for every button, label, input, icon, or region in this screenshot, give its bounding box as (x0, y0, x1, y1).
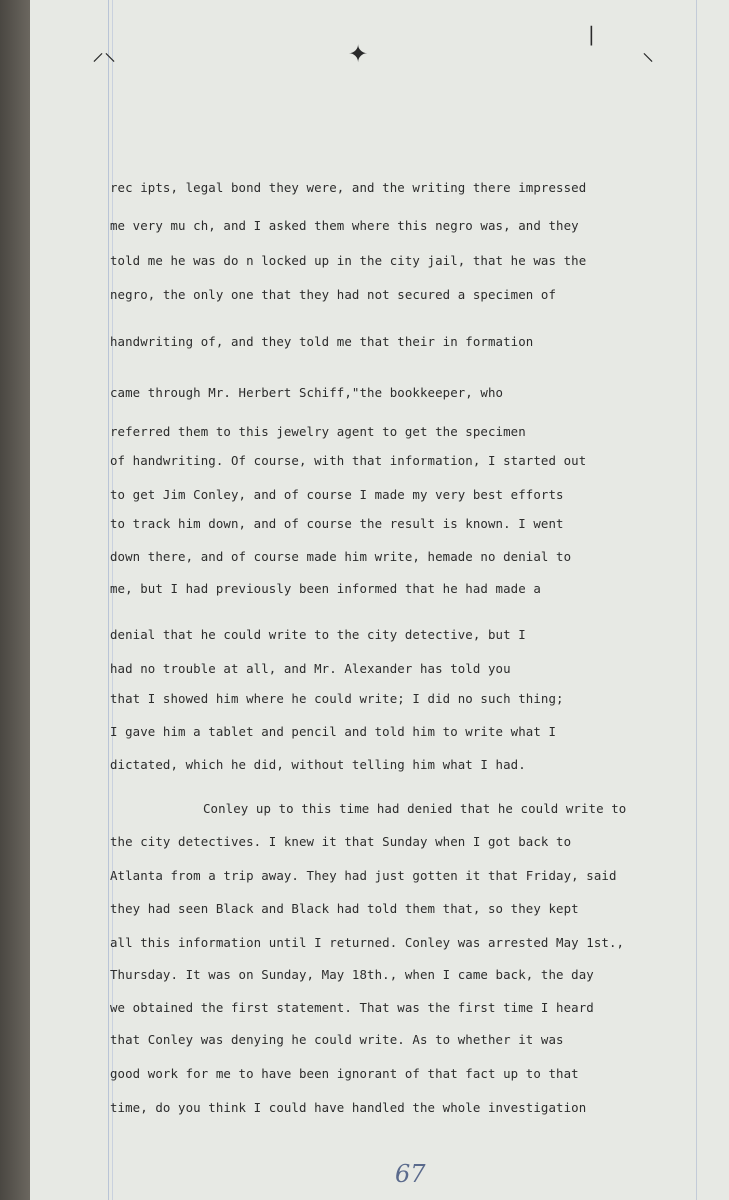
text-line: handwriting of, and they told me that their in formation (110, 334, 534, 349)
text-line: told me he was do n locked up in the city jail, that he was the (110, 253, 587, 268)
binding-edge (0, 0, 30, 1200)
text-line: had no trouble at all, and Mr. Alexander has told you (110, 661, 511, 676)
punch-mark-icon: ⸝⸜ (92, 38, 116, 66)
page-number: 67 (395, 1160, 426, 1188)
right-margin-rule (696, 0, 697, 1200)
text-line: Thursday. It was on Sunday, May 18th., when I came back, the day (110, 967, 594, 982)
text-line: me very mu ch, and I asked them where this negro was, and they (110, 218, 579, 233)
punch-mark-icon: | (588, 22, 595, 46)
text-line: came through Mr. Herbert Schiff,"the bookkeeper, who (110, 385, 504, 400)
text-line: denial that he could write to the city detective, but I (110, 627, 526, 642)
text-line: time, do you think I could have handled the whole investigation (110, 1100, 587, 1115)
text-line: the city detectives. I knew it that Sunday when I got back to (110, 834, 572, 849)
text-line: Atlanta from a trip away. They had just gotten it that Friday, said (110, 868, 617, 883)
left-margin-rule (108, 0, 109, 1200)
text-line: all this information until I returned. Conley was arrested May 1st., (110, 935, 625, 950)
typewritten-page (30, 0, 729, 1200)
text-line: me, but I had previously been informed that he had made a (110, 581, 541, 596)
text-line: good work for me to have been ignorant of that fact up to that (110, 1066, 579, 1081)
text-line: we obtained the first statement. That was the first time I heard (110, 1000, 594, 1015)
text-line: that Conley was denying he could write. As to whether it was (110, 1032, 564, 1047)
punch-mark-icon: ✦ (348, 40, 369, 68)
text-line: to track him down, and of course the result is known. I went (110, 516, 564, 531)
text-line: I gave him a tablet and pencil and told him to write what I (110, 724, 557, 739)
punch-mark-icon: ⸜ (642, 38, 654, 66)
text-line: negro, the only one that they had not secured a specimen of (110, 287, 557, 302)
text-line: that I showed him where he could write; I did no such thing; (110, 691, 564, 706)
text-line: down there, and of course made him write, hemade no denial to (110, 549, 572, 564)
text-line: rec ipts, legal bond they were, and the writing there impressed (110, 180, 587, 195)
bleed-through-marks (285, 55, 465, 145)
text-line: Conley up to this time had denied that he could write to (203, 801, 627, 816)
text-line: they had seen Black and Black had told them that, so they kept (110, 901, 579, 916)
text-line: to get Jim Conley, and of course I made my very best efforts (110, 487, 564, 502)
text-line: referred them to this jewelry agent to get the specimen (110, 424, 526, 439)
text-line: dictated, which he did, without telling him what I had. (110, 757, 526, 772)
text-line: of handwriting. Of course, with that information, I started out (110, 453, 587, 468)
